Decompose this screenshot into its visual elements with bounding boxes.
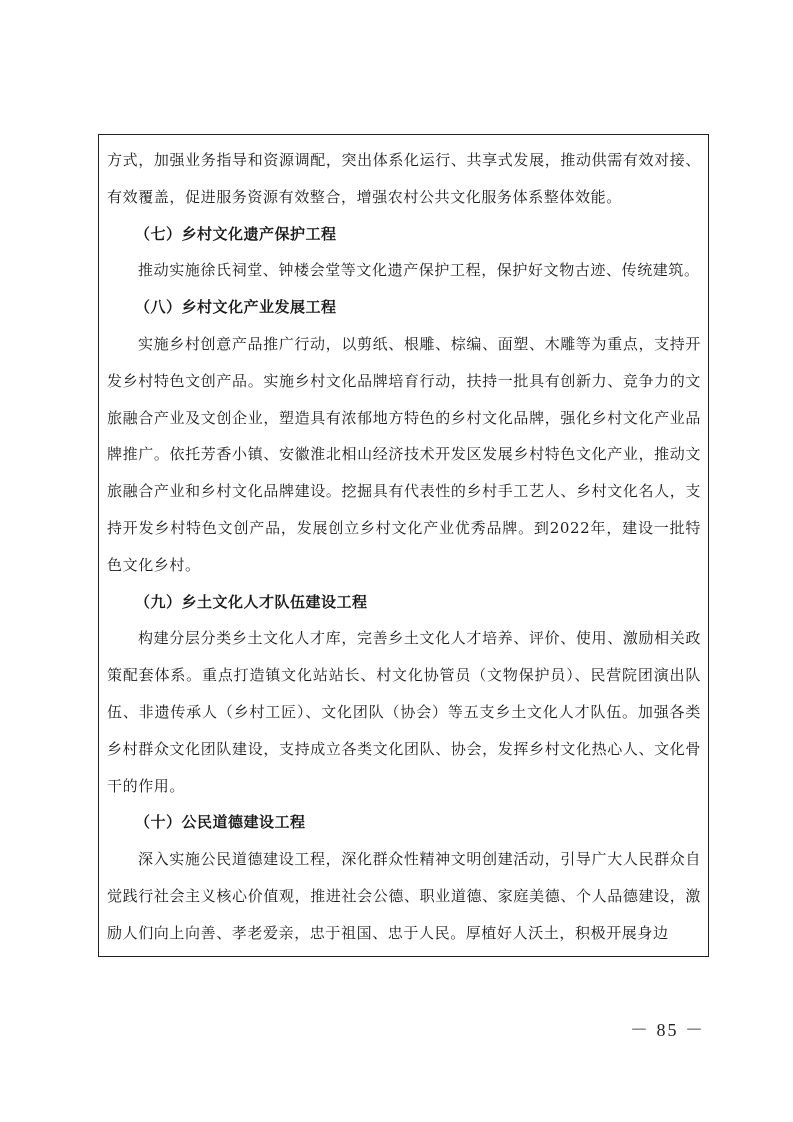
section-heading-10: （十）公民道德建设工程 [135, 813, 306, 832]
page-number: － 85 － [630, 1020, 705, 1040]
document-body [107, 142, 701, 952]
section-heading-9: （九）乡土文化人才队伍建设工程 [135, 592, 368, 611]
section-body-7: 推动实施徐氏祠堂、钟楼会堂等文化遗产保护工程，保护好文物古迹、传统建筑。 [138, 261, 700, 280]
section-heading-8: （八）乡村文化产业发展工程 [135, 298, 337, 317]
paragraph-continuation: 方式，加强业务指导和资源调配，突出体系化运行、共享式发展，推动供需有效对接、有效覆盖，促进服务资源有效整合，增强农村公共文化服务体系整体效能。 [107, 151, 701, 206]
section-body-9: 构建分层分类乡土文化人才库，完善乡土文化人才培养、评价、使用、激励相关政策配套体系。重点打造镇文化站站长、村文化协管员（文物保护员）、民营院团演出队伍、非遗传承人（乡村工匠）、文化团队（协会）等五支乡土文化人才队伍。加强各类乡村群众文化团队建设，支持成立各类文化团队、协会，发挥乡村文化热心人、文化骨干的作用。 [107, 629, 701, 795]
section-body-10: 深入实施公民道德建设工程，深化群众性精神文明创建活动，引导广大人民群众自觉践行社会主义核心价值观，推进社会公德、职业道德、家庭美德、个人品德建设，激励人们向上向善、孝老爱亲，忠于祖国、忠于人民。厚植好人沃土，积极开展身边 [107, 850, 701, 942]
section-body-8: 实施乡村创意产品推广行动，以剪纸、根雕、棕编、面塑、木雕等为重点，支持开发乡村特色文创产品。实施乡村文化品牌培育行动，扶持一批具有创新力、竞争力的文旅融合产业及文创企业，塑造具有浓郁地方特色的乡村文化品牌，强化乡村文化产业品牌推广。依托芳香小镇、安徽淮北相山经济技术开发区发展乡村特色文化产业，推动文旅融合产业和乡村文化品牌建设。挖掘具有代表性的乡村手工艺人、乡村文化名人，支持开发乡村特色文创产品，发展创立乡村文化产业优秀品牌。到2022年，建设一批特色文化乡村。 [107, 334, 701, 574]
section-heading-7: （七）乡村文化遗产保护工程 [135, 224, 337, 243]
